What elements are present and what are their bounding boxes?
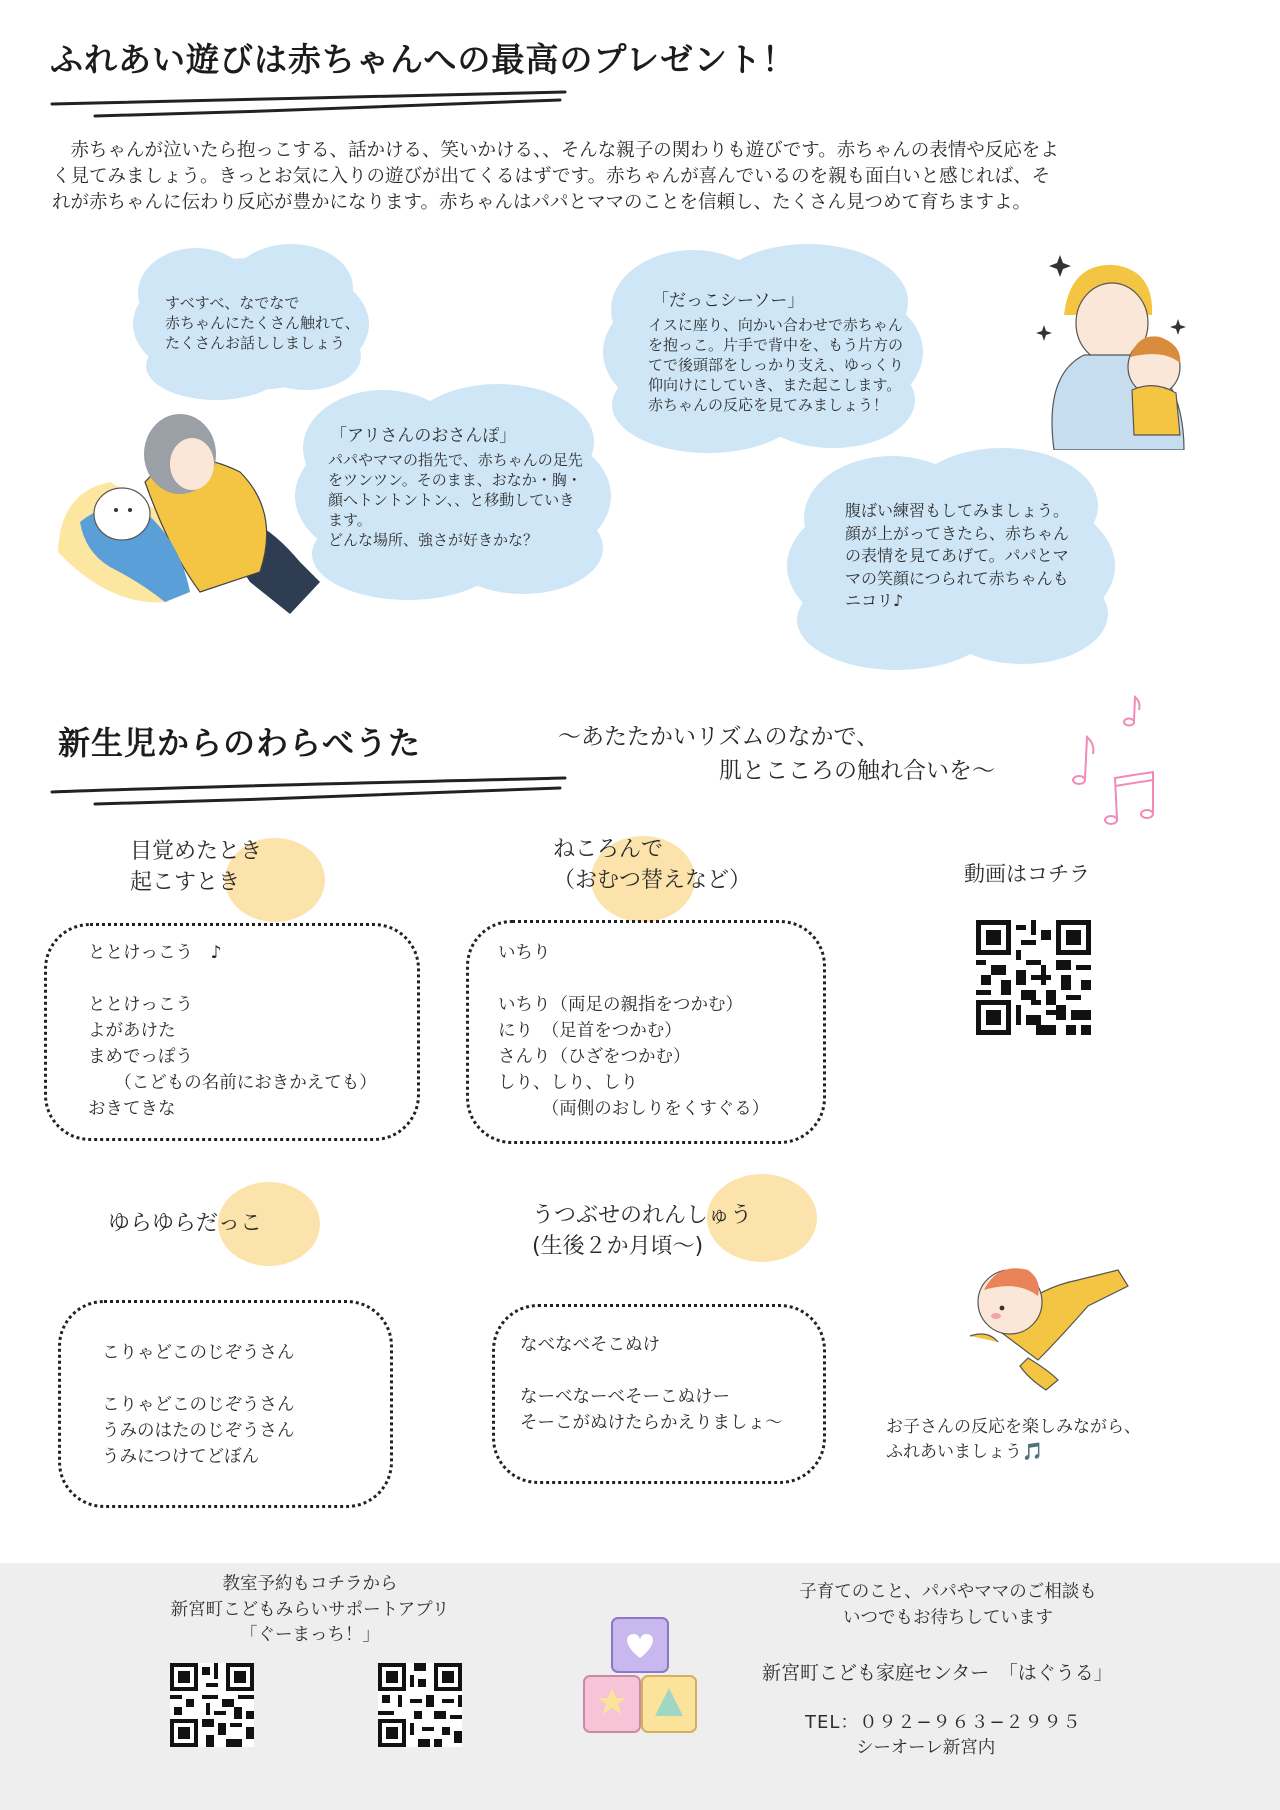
song-4-lyrics: なべなべそこぬけ なーべなーべそーこぬけー そーこがぬけたらかえりましょ～	[520, 1335, 783, 1433]
app-qr-code-1[interactable]	[170, 1663, 254, 1747]
footer-app-info: 教室予約もコチラから 新宮町こどもみらいサポートアプリ 「ぐーまっち！」	[170, 1574, 450, 1645]
cloud-2-text: パパやママの指先で、赤ちゃんの足先 をツンツン。そのまま、おなか・胸・ 顔へトントントン、、と移動していき ます。 どんな場所、強さが好きかな？	[328, 451, 583, 549]
title-underline	[50, 86, 570, 122]
cloud-2-title: 「アリさんのおさんぽ」	[330, 426, 517, 446]
video-label: 動画はコチラ	[964, 862, 1090, 886]
song-1-label: 目覚めたとき 起こすとき	[130, 839, 263, 895]
section-underline	[50, 768, 570, 808]
song-2-label: ねころんで （おむつ替えなど）	[553, 837, 752, 893]
app-qr-code-2[interactable]	[378, 1663, 462, 1747]
footer-consult-text: 子育てのこと、パパやママのご相談も いつでもお待ちしています	[799, 1582, 1097, 1628]
song-3-lyrics: こりゃどこのじぞうさん こりゃどこのじぞうさん うみのはたのじぞうさん うみにつけてどぼん	[102, 1343, 295, 1467]
section-subtitle: ～あたたかいリズムのなかで、 肌とこころの触れ合いを～	[558, 724, 995, 784]
father-baby-illustration	[1034, 245, 1194, 450]
toy-blocks-illustration	[580, 1616, 700, 1740]
song-4-label: うつぶせのれんしゅう (生後２か月頃～)	[532, 1203, 753, 1259]
section-title-warabeuta: 新生児からのわらべうた	[58, 724, 422, 762]
music-notes-icon	[1065, 692, 1165, 832]
video-qr-code[interactable]	[976, 920, 1091, 1035]
song-1-lyrics: ととけっこう ♪ ととけっこう よがあけた まめでっぽう （こどもの名前におきかえても） おきてきな	[88, 943, 377, 1119]
crawling-baby-illustration	[958, 1250, 1136, 1400]
cloud-4-text: 腹ばい練習もしてみましょう。 顔が上がってきたら、赤ちゃん の表情を見てあげて。パパとマ マの笑顔につられて赤ちゃんも ニコリ♪	[845, 501, 1070, 610]
intro-paragraph: 赤ちゃんが泣いたら抱っこする、話かける、笑いかける、、そんな親子の関わりも遊びです。赤ちゃんの表情や反応をよく見てみましょう。きっとお気に入りの遊びが出てくるはずです。赤ちゃんが喜んでいるのを親も面白いと感じれば、それが赤ちゃんに伝わり反応が豊かになります。赤ちゃんはパパとママのことを信頼し、たくさん見つめて育ちますよ。	[52, 140, 1059, 213]
mother-baby-illustration	[50, 402, 320, 614]
baby-caption: お子さんの反応を楽しみながら、 ふれあいましょう🎵	[886, 1417, 1141, 1462]
cloud-3-text: イスに座り、向かい合わせで赤ちゃん を抱っこ。片手で背中を、もう片方の てで後頭部をしっかり支え、ゆっくり 仰向けにしていき、また起こします。 赤ちゃんの反応を見てみましょう！	[648, 316, 904, 414]
location-text: シーオーレ新宮内	[856, 1738, 996, 1758]
telephone-number[interactable]: TEL：０９２−９６３−２９９５	[805, 1712, 1082, 1733]
cloud-3-title: 「だっこシーソー」	[652, 291, 805, 311]
page-title: ふれあい遊びは赤ちゃんへの最高のプレゼント！	[50, 40, 797, 79]
cloud-1-text: すべすべ、なでなで 赤ちゃんにたくさん触れて、 たくさんお話ししましょう	[165, 294, 360, 352]
center-name: 新宮町こども家庭センター 「はぐうる」	[762, 1662, 1113, 1684]
song-3-label: ゆらゆらだっこ	[108, 1211, 263, 1236]
song-2-lyrics: いちり いちり（両足の親指をつかむ） にり （足首をつかむ） さんり（ひざをつかむ） しり、しり、しり （両側のおしりをくすぐる）	[498, 943, 770, 1119]
